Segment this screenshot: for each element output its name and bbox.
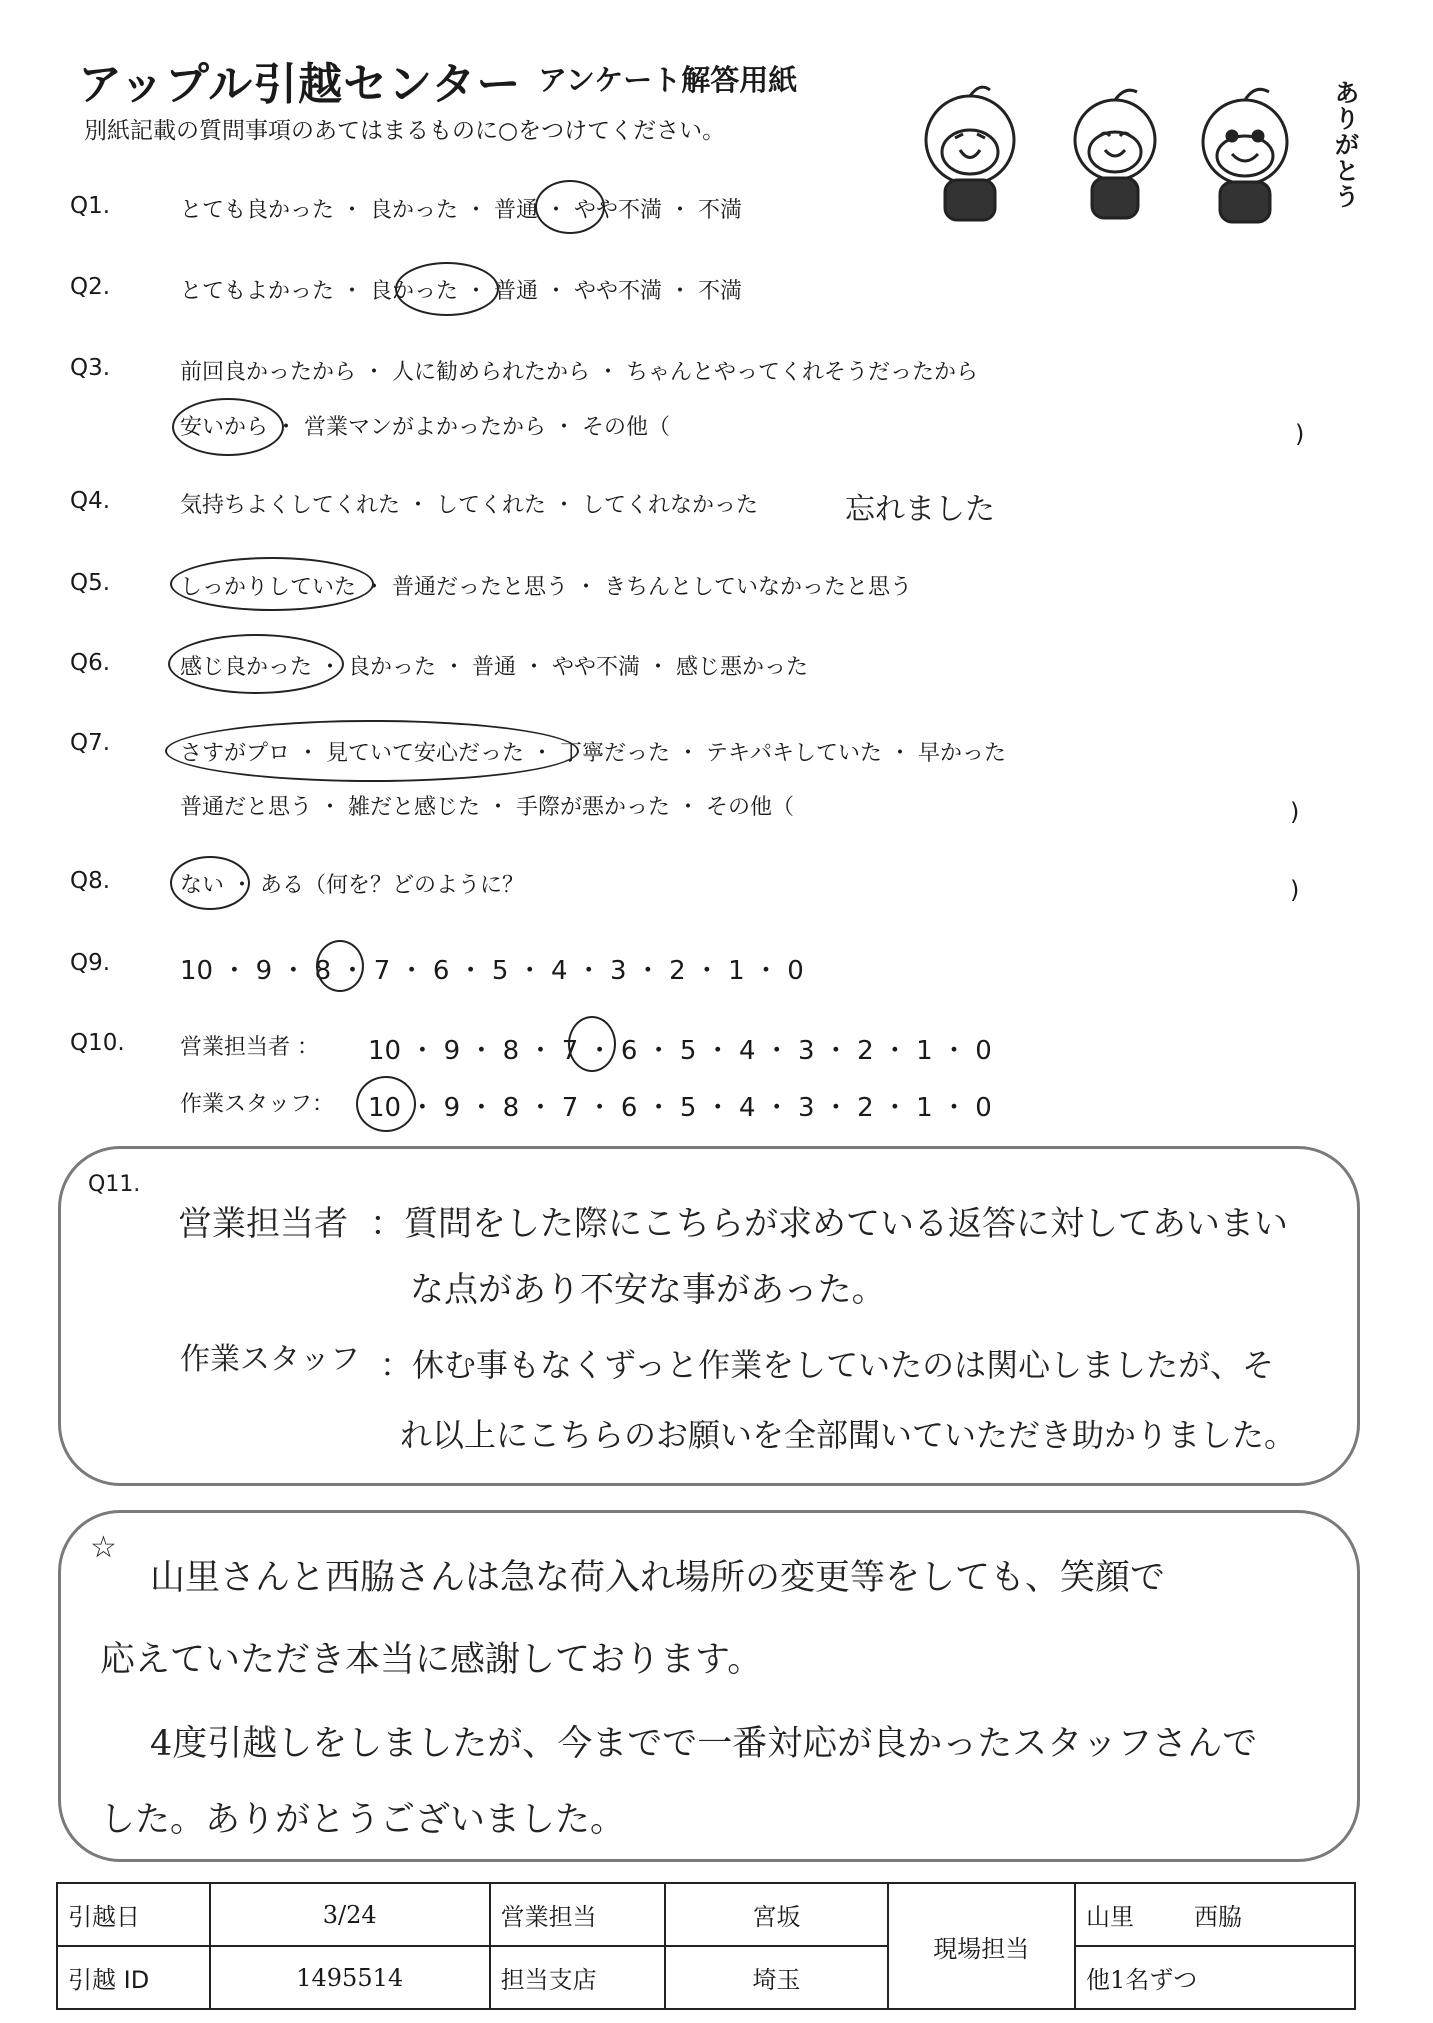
q5-options: しっかりしていた ・ 普通だったと思う ・ きちんとしていなかったと思う [180,575,912,600]
q6-label: Q6. [70,650,111,676]
q9-selection-circle [316,940,364,992]
comment-line1: 山里さんと西脇さんは急な荷入れ場所の変更等をしても、笑顔で [150,1558,1166,1598]
q10-sales-options: 10 ・ 9 ・ 8 ・ 7 ・ 6 ・ 5 ・ 4 ・ 3 ・ 2 ・ 1 ・ 0 [368,1036,992,1066]
q7-label: Q7. [70,730,111,756]
q10-staff-label: 作業スタッフ： [180,1092,335,1117]
sales-rep-label: 営業担当 [490,1883,666,1946]
q7-close-paren: ) [1290,798,1300,826]
mascot-illustration [900,70,1360,240]
site-rep-value-1: 山里 [1086,1903,1134,1931]
q2-selection-circle [395,262,499,316]
branch-label: 担当支店 [490,1946,666,2009]
q7-line2: 普通だと思う ・ 雑だと感じた ・ 手際が悪かった ・ その他（ [180,795,794,820]
move-date-value: 3/24 [210,1883,490,1946]
branch-value: 埼玉 [665,1946,887,2009]
mascot-1 [926,87,1014,220]
site-rep-value-2: 西脇 [1194,1903,1242,1931]
q10-sales-selection-circle [568,1016,616,1072]
q3-label: Q3. [70,355,111,381]
q3-line1: 前回良かったから ・ 人に勧められたから ・ ちゃんとやってくれそうだったから [180,360,978,385]
q11-staff-heading: 作業スタッフ [180,1342,360,1377]
q1-options: とても良かった ・ 良かった ・ 普通 ・ やや不満 ・ 不満 [180,198,742,223]
form-title: アップル引越センター [78,59,522,110]
q9-options: 10 ・ 9 ・ 8 ・ 7 ・ 6 ・ 5 ・ 4 ・ 3 ・ 2 ・ 1 ・ 0 [180,956,804,986]
q11-sales-heading: 営業担当者 [178,1204,348,1244]
q11-staff-line1: ：休む事もなくずっと作業をしていたのは関心しましたが、そ [380,1346,1275,1384]
move-id-value: 1495514 [210,1946,490,2009]
move-id-label: 引越 ID [57,1946,210,2009]
q11-sales-line1: ：質問をした際にこちらが求めている返答に対してあいまい [370,1204,1288,1244]
site-rep-label: 現場担当 [888,1883,1075,2009]
q11-label: Q11. [88,1172,141,1197]
q1-label: Q1. [70,193,111,219]
q4-handwritten-note: 忘れました [845,492,995,527]
q4-label: Q4. [70,488,111,514]
q6-options: 感じ良かった ・ 良かった ・ 普通 ・ やや不満 ・ 感じ悪かった [180,655,808,680]
mascot-caption: ありがとう [1335,79,1359,211]
q11-staff-line2: れ以上にこちらのお願いを全部聞いていただき助かりました。 [400,1416,1297,1454]
q5-selection-circle [170,557,374,611]
form-instruction: 別紙記載の質問事項のあてはまるものに○をつけてください。 [84,118,726,144]
move-info-table [56,1882,1356,2010]
mascot-3 [1203,89,1287,222]
q8-close-paren: ) [1290,876,1300,904]
q5-label: Q5. [70,570,111,596]
q10-sales-label: 営業担当者 ： [180,1035,319,1060]
comment-line3: 4度引越しをしましたが、今までで一番対応が良かったスタッフさんで [150,1724,1258,1764]
star-icon: ☆ [90,1530,117,1565]
q3-line2: 安いから ・ 営業マンがよかったから ・ その他（ [180,415,670,440]
q7-selection-circle [165,720,579,782]
sales-rep-value: 宮坂 [665,1883,887,1946]
q7-line1: さすがプロ ・ 見ていて安心だった ・ 丁寧だった ・ テキパキしていた ・ 早かった [180,741,1006,766]
q1-selection-circle [535,180,605,234]
comment-line4: した。ありがとうございました。 [100,1800,626,1840]
q3-close-paren: ) [1295,420,1305,448]
move-date-label: 引越日 [57,1883,210,1946]
q4-options: 気持ちよくしてくれた ・ してくれた ・ してくれなかった [180,493,758,518]
mascot-2 [1075,90,1155,218]
q11-sales-line2: な点があり不安な事があった。 [410,1270,886,1310]
q10-staff-selection-circle [356,1076,416,1132]
q8-label: Q8. [70,868,111,894]
q8-selection-circle [170,856,250,910]
q8-options: ない ・ ある（何を？どのように？ [180,873,524,898]
q10-staff-options: 10 ・ 9 ・ 8 ・ 7 ・ 6 ・ 5 ・ 4 ・ 3 ・ 2 ・ 1 ・ 0 [368,1093,992,1123]
q6-selection-circle [168,634,344,694]
q3-selection-circle [172,398,284,456]
q2-options: とてもよかった ・ 良かった ・ 普通 ・ やや不満 ・ 不満 [180,279,742,304]
q10-label: Q10. [70,1030,125,1056]
q2-label: Q2. [70,274,111,300]
comment-line2: 応えていただき本当に感謝しております。 [100,1640,763,1680]
q9-label: Q9. [70,950,111,976]
site-rep-value-3: 他1名ずつ [1075,1946,1355,2009]
form-subtitle: アンケート解答用紙 [538,63,798,97]
